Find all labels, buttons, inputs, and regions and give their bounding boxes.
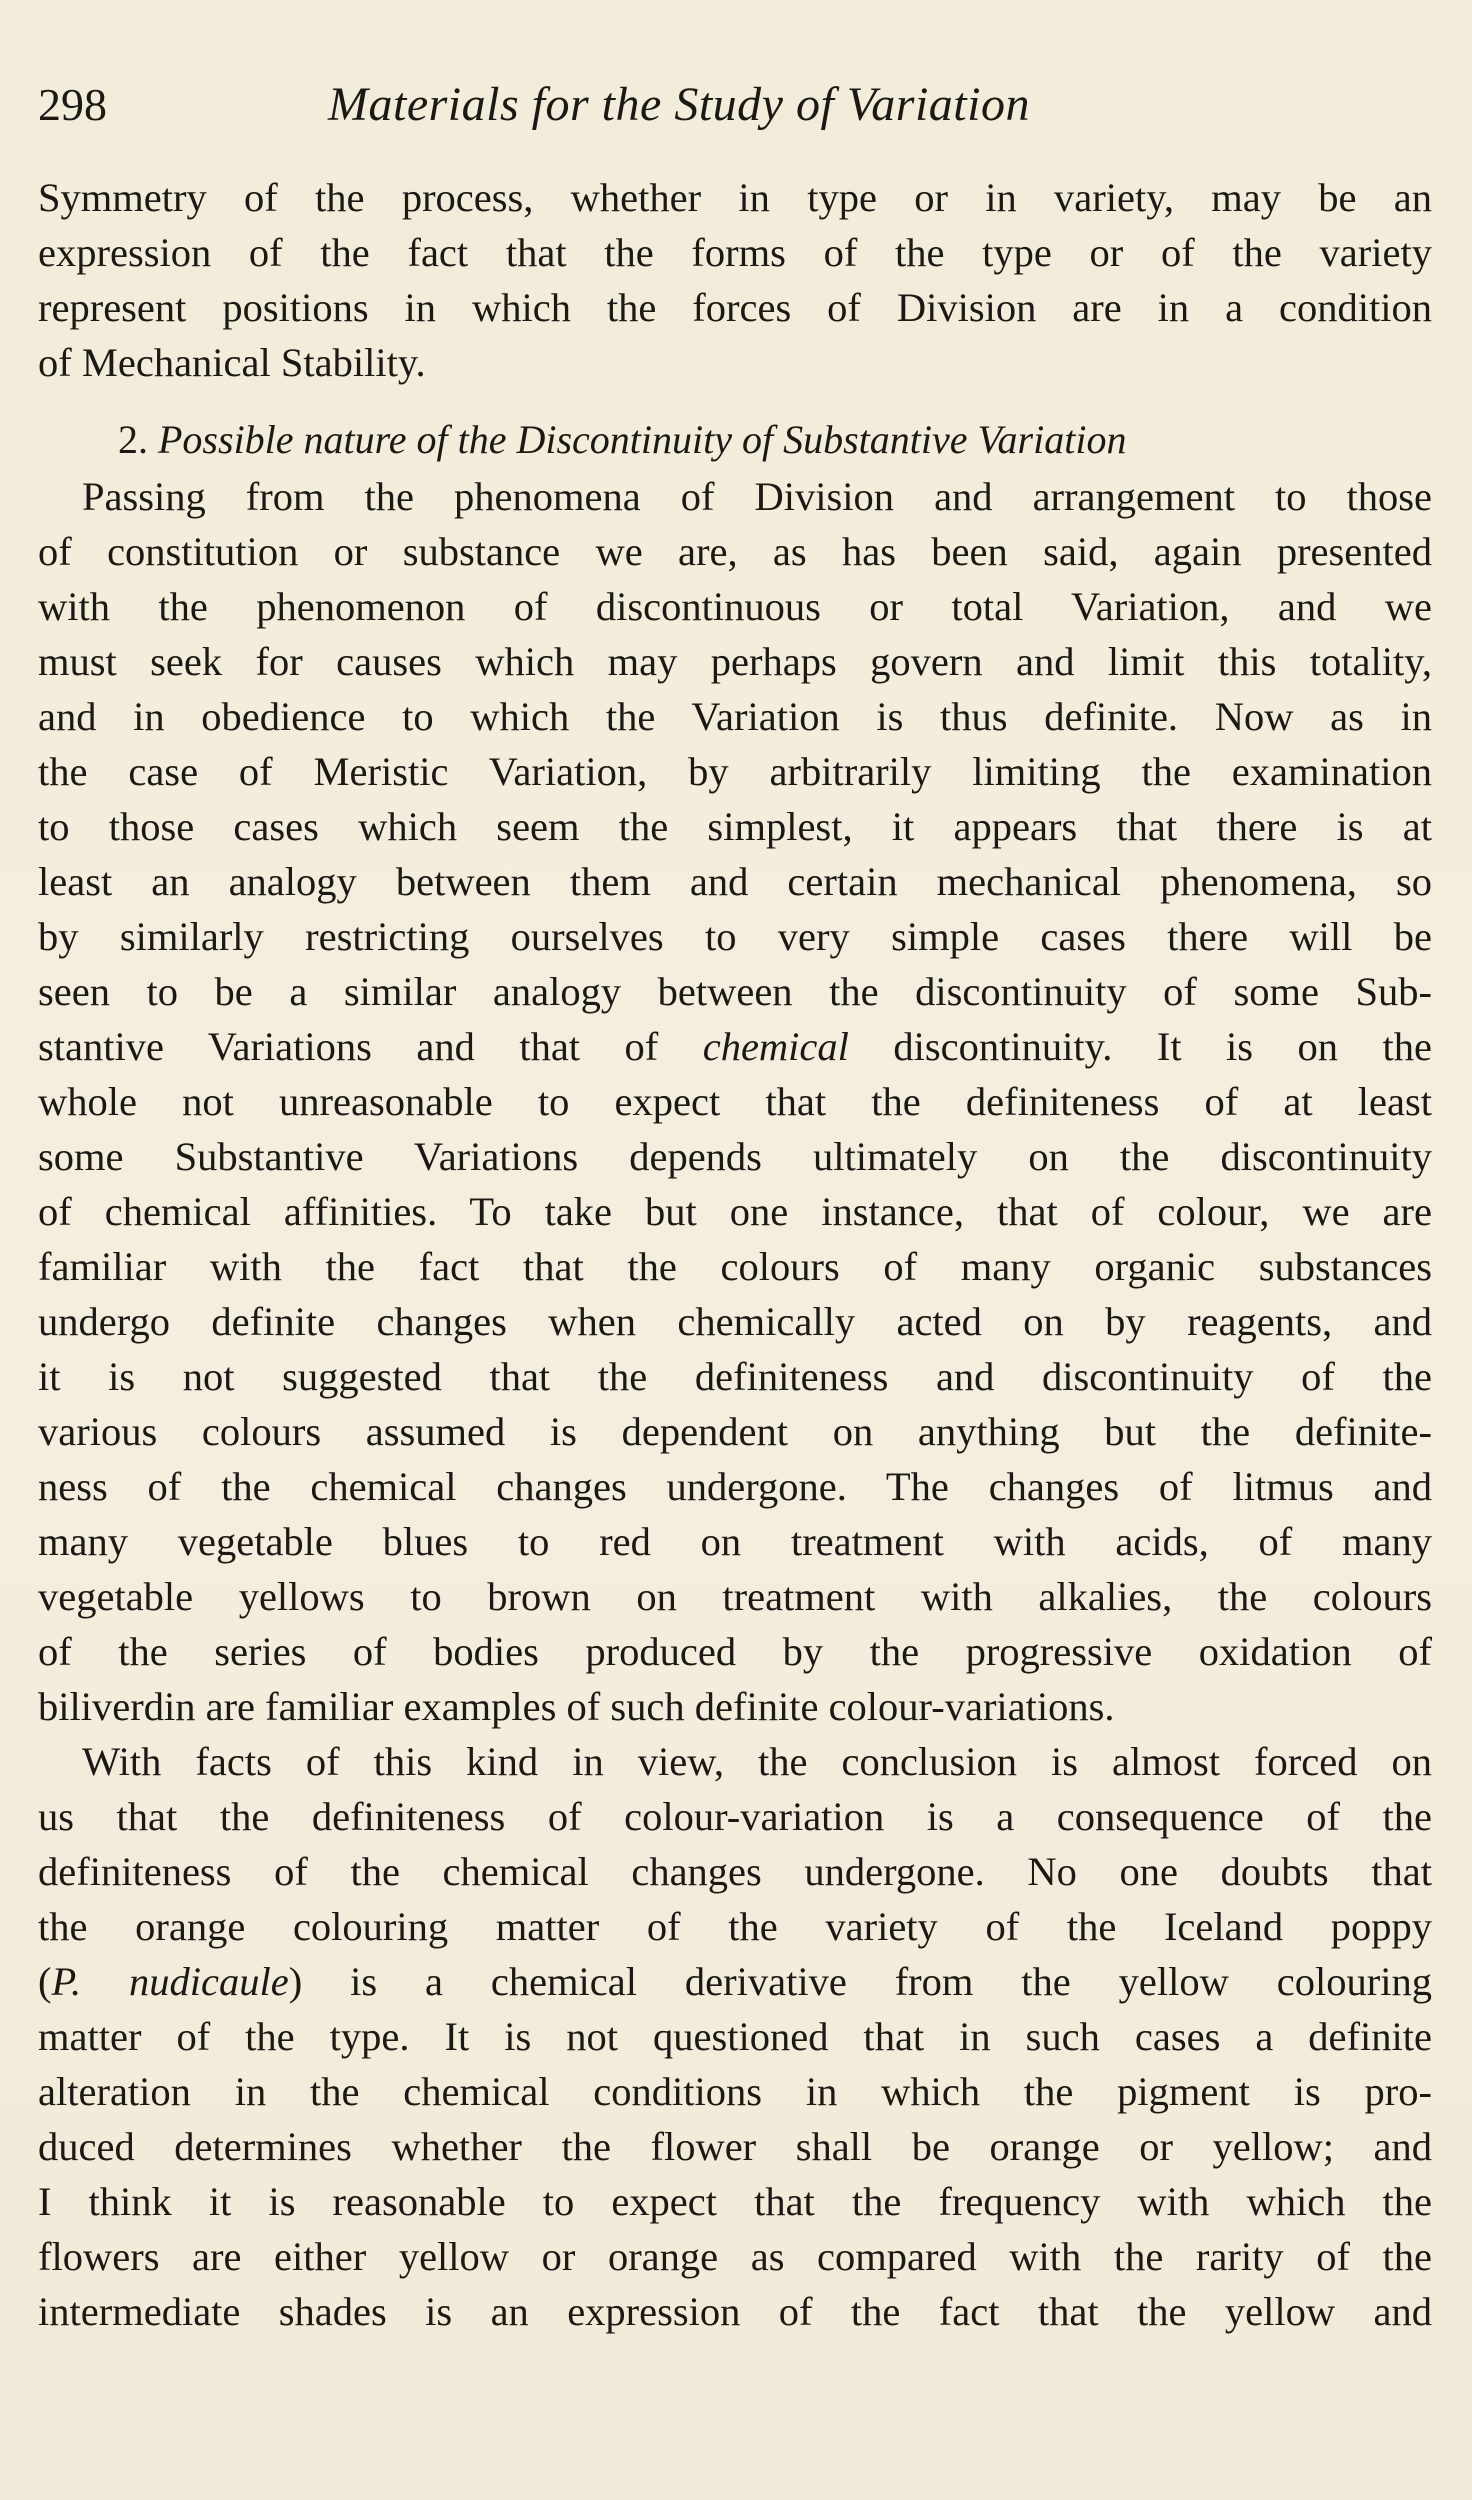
text-line [38, 1954, 1432, 2009]
page-number: 298 [38, 79, 107, 130]
emphasis-chemical: chemical [702, 1024, 849, 1069]
text-segment: ( [38, 1959, 52, 2004]
text-line: I think it is reasonable to expect that the frequency with which the [38, 2179, 1432, 2224]
text-line: with the phenomenon of discontinuous or total Variation, and we [38, 584, 1432, 629]
text-segment: discontinuity. It is on the [848, 1024, 1432, 1069]
running-head [38, 70, 1438, 140]
text-line: Symmetry of the process, whether in type or in variety, may be an [38, 175, 1432, 220]
text-line: whole not unreasonable to expect that the definiteness of at least [38, 1079, 1432, 1124]
text-line: by similarly restricting ourselves to very simple cases there will be [38, 914, 1432, 959]
text-line: intermediate shades is an expression of the fact that the yellow and [38, 2289, 1432, 2334]
text-line: expression of the fact that the forms of the type or of the variety [38, 230, 1432, 275]
text-line: many vegetable blues to red on treatment with acids, of many [38, 1519, 1432, 1564]
paragraph-1 [38, 170, 1432, 390]
text-line: alteration in the chemical conditions in which the pigment is pro- [38, 2069, 1432, 2114]
text-line [38, 1019, 1432, 1074]
text-line: duced determines whether the flower shall be orange or yellow; and [38, 2124, 1432, 2169]
text-line: of constitution or substance we are, as has been said, again presented [38, 529, 1432, 574]
text-line: least an analogy between them and certain mechanical phenomena, so [38, 859, 1432, 904]
text-line: With facts of this kind in view, the conclusion is almost forced on [82, 1739, 1432, 1784]
text-line: matter of the type. It is not questioned that in such cases a definite [38, 2014, 1432, 2059]
running-title: Materials for the Study of Variation [328, 78, 1030, 131]
text-line: represent positions in which the forces of Division are in a condition [38, 285, 1432, 330]
emphasis-species: P. nudicaule [51, 1959, 289, 2004]
text-line: it is not suggested that the definiteness and discontinuity of the [38, 1354, 1432, 1399]
text-line: the case of Meristic Variation, by arbitrarily limiting the examination [38, 749, 1432, 794]
text-line: some Substantive Variations depends ultimately on the discontinuity [38, 1134, 1432, 1179]
text-segment: stantive Variations and that of [38, 1024, 703, 1069]
section-number: 2. [118, 417, 148, 462]
text-line: definiteness of the chemical changes undergone. No one doubts that [38, 1849, 1432, 1894]
paragraph-2 [38, 469, 1432, 1734]
paragraph-3 [38, 1734, 1432, 2339]
text-line: Passing from the phenomena of Division and arrangement to those [82, 474, 1432, 519]
text-line: vegetable yellows to brown on treatment with alkalies, the colours [38, 1574, 1432, 1619]
text-line: biliverdin are familiar examples of such definite colour-variations. [38, 1684, 1115, 1729]
text-line: to those cases which seem the simplest, it appears that there is at [38, 804, 1432, 849]
text-line: familiar with the fact that the colours of many organic substances [38, 1244, 1432, 1289]
text-line: must seek for causes which may perhaps govern and limit this totality, [38, 639, 1432, 684]
text-segment: ) is a chemical derivative from the yellow colouring [288, 1959, 1432, 2004]
text-line: seen to be a similar analogy between the discontinuity of some Sub- [38, 969, 1432, 1014]
text-line: various colours assumed is dependent on anything but the definite- [38, 1409, 1432, 1454]
text-line: the orange colouring matter of the variety of the Iceland poppy [38, 1904, 1432, 1949]
text-line: of the series of bodies produced by the progressive oxidation of [38, 1629, 1432, 1674]
section-title: Possible nature of the Discontinuity of Substantive Variation [158, 417, 1127, 462]
text-line: undergo definite changes when chemically acted on by reagents, and [38, 1299, 1432, 1344]
text-line: ness of the chemical changes undergone. The changes of litmus and [38, 1464, 1432, 1509]
text-line: of chemical affinities. To take but one instance, that of colour, we are [38, 1189, 1432, 1234]
section-heading [38, 412, 1432, 467]
body-text [38, 170, 1432, 2339]
text-line: of Mechanical Stability. [38, 340, 426, 385]
text-line: flowers are either yellow or orange as compared with the rarity of the [38, 2234, 1432, 2279]
text-line: us that the definiteness of colour-variation is a consequence of the [38, 1794, 1432, 1839]
text-line: and in obedience to which the Variation is thus definite. Now as in [38, 694, 1432, 739]
